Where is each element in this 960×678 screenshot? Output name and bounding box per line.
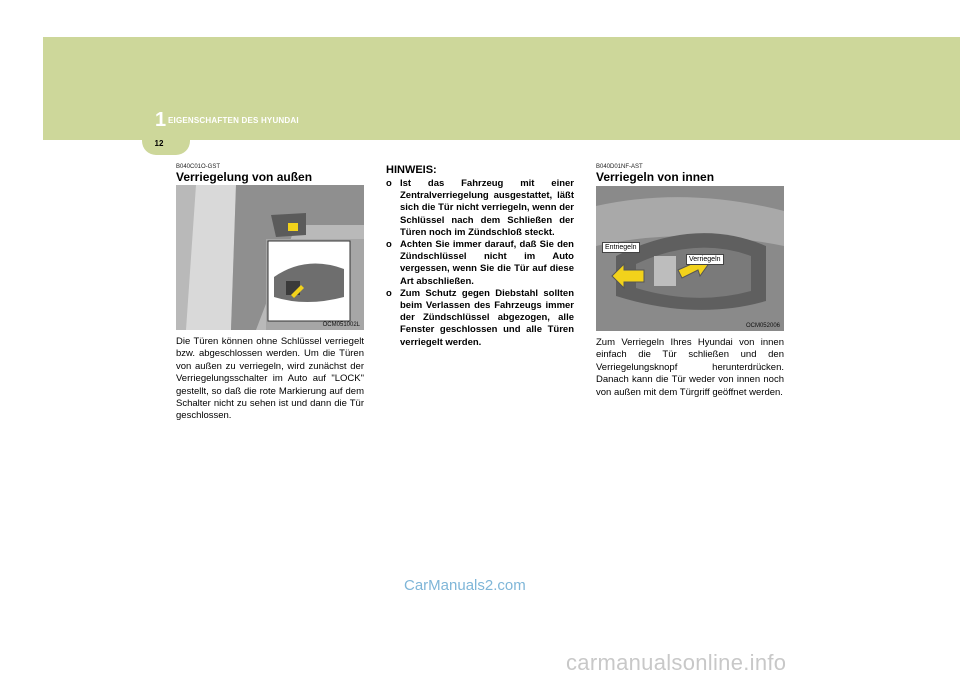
- note-list: [386, 178, 574, 349]
- carmanuals-watermark[interactable]: CarManuals2.com: [404, 577, 526, 594]
- middle-column: [386, 164, 574, 349]
- note-item: [386, 288, 574, 349]
- note-title: HINWEIS:: [386, 164, 437, 176]
- note-text: Zum Schutz gegen Diebstahl sollten beim Verlassen des Fahrzeugs immer der Zündschlüssel abgezogen, alle Fenster geschlossen und alle Türen verriegelt werden.: [400, 287, 574, 348]
- image-caption: OCM051002L: [322, 322, 360, 328]
- bullet: o: [386, 239, 392, 251]
- note-item: [386, 239, 574, 288]
- unlock-label: Entriegeln: [602, 242, 640, 253]
- lock-label: Verriegeln: [686, 254, 724, 265]
- online-watermark[interactable]: carmanualsonline.info: [566, 650, 787, 675]
- body-text: Die Türen können ohne Schlüssel verriegelt bzw. abgeschlossen werden. Um die Türen von außen zu verriegeln, wird zunächst der Verriegelungsschalter im Auto auf "LOCK" gestellt, so daß die rote Markierung auf dem Schalter nicht zu sehen ist und dann die Tür geschlossen.: [176, 336, 364, 422]
- section-code: B040C01O-GST: [176, 164, 221, 170]
- left-column: [176, 164, 364, 423]
- image-caption: OCM052006: [745, 323, 780, 329]
- door-exterior-illustration: [176, 185, 364, 330]
- note-text: Achten Sie immer darauf, daß Sie den Zündschlüssel nicht im Auto vergessen, wenn Sie die Tür auf diese Art abschließen.: [400, 239, 574, 287]
- door-exterior-photo: [176, 185, 364, 330]
- right-column: [596, 164, 784, 399]
- bullet: o: [386, 178, 392, 189]
- section-heading: Verriegeln von innen: [596, 170, 715, 184]
- chapter-title: EIGENSCHAFTEN DES HYUNDAI: [168, 116, 299, 125]
- section-heading: Verriegelung von außen: [176, 170, 313, 184]
- section-code: B040D01NF-AST: [596, 164, 643, 170]
- note-item: [386, 178, 574, 239]
- door-interior-photo: [596, 186, 784, 331]
- note-text: Ist das Fahrzeug mit einer Zentralverriegelung ausgestattet, läßt sich die Tür nicht verriegeln, wenn der Schlüssel nach dem Schließen der Türen noch im Zündschloß steckt.: [400, 178, 574, 238]
- chapter-number: 1: [155, 109, 167, 131]
- body-text: Zum Verriegeln Ihres Hyundai von innen einfach die Tür schließen und den Verriegelungsknopf herunterdrücken. Danach kann die Tür weder von innen noch von außen mit dem Türgriff geöffnet werden.: [596, 337, 784, 398]
- page-number: 12: [154, 139, 164, 148]
- bullet: o: [386, 287, 392, 299]
